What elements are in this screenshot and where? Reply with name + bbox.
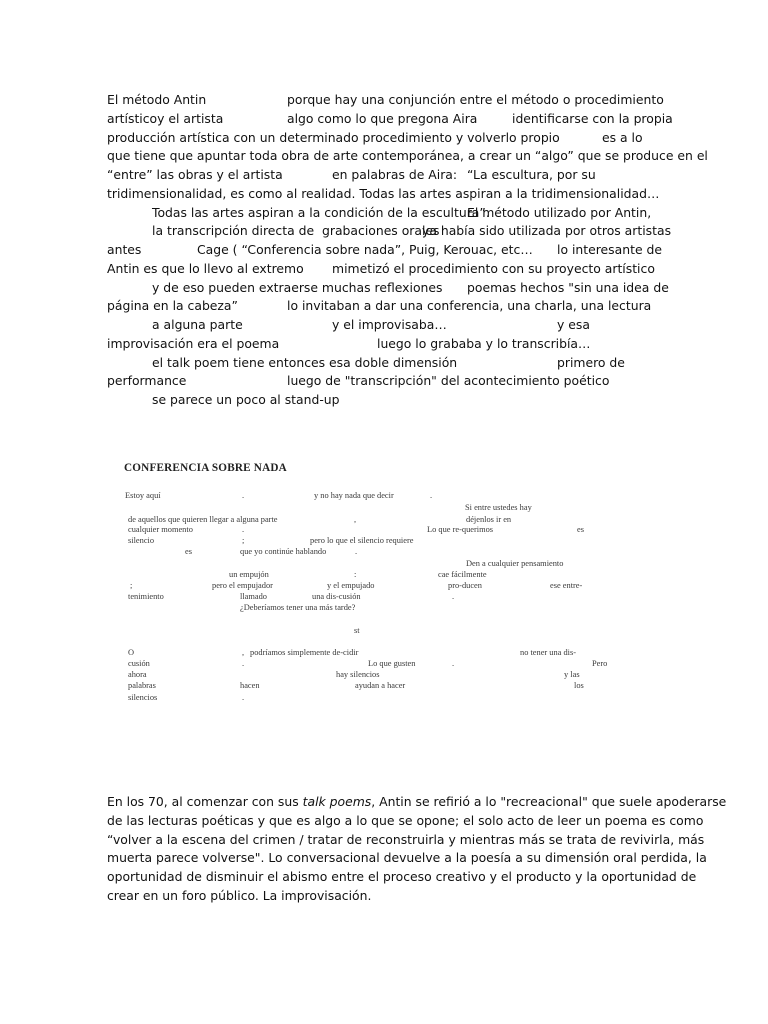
excerpt-fragment: . bbox=[242, 525, 245, 534]
text-line bbox=[107, 372, 662, 391]
text-fragment: se parece un poco al stand-up bbox=[152, 392, 340, 407]
text-fragment: antes bbox=[107, 242, 142, 257]
excerpt-fragment: pro-ducen bbox=[448, 581, 482, 590]
text-fragment: el talk poem tiene entonces esa doble dimensión bbox=[152, 354, 458, 370]
text-fragment: “La escultura, por su bbox=[467, 167, 596, 182]
text-fragment: poemas hechos "sin una idea de bbox=[467, 279, 669, 295]
italic-term: talk poems bbox=[302, 794, 372, 809]
text-fragment: luego lo grababa y lo transcribía… bbox=[377, 335, 591, 351]
text-line bbox=[107, 279, 669, 298]
excerpt-row bbox=[122, 670, 602, 681]
excerpt-fragment: y el empujado bbox=[327, 581, 375, 590]
excerpt-fragment: Den a cualquier pensamiento bbox=[466, 559, 564, 568]
text-fragment: El método utilizado por Antin, bbox=[467, 204, 652, 220]
text-fragment: Todas las artes aspiran a la condición de la escultura”. bbox=[152, 204, 490, 220]
text-line: “volver a la escena del crimen / tratar de reconstruirla y mientras más se trata de revivirla, más bbox=[107, 831, 705, 847]
text-line bbox=[107, 91, 662, 110]
text-fragment: artísticoy el artista bbox=[107, 110, 224, 126]
text-line bbox=[107, 129, 662, 148]
excerpt-fragment: silencios bbox=[128, 693, 158, 702]
text-fragment: y el improvisaba… bbox=[332, 317, 447, 332]
excerpt-row bbox=[122, 525, 602, 536]
excerpt-row bbox=[122, 626, 602, 637]
excerpt-fragment: ; bbox=[242, 536, 245, 545]
excerpt-fragment: pero lo que el silencio requiere bbox=[310, 536, 414, 545]
text-fragment: “entre” las obras y el artista bbox=[107, 167, 283, 182]
text-fragment: Cage ( “Conferencia sobre nada”, Puig, Kerouac, etc… bbox=[197, 242, 533, 257]
text-line bbox=[107, 185, 662, 204]
excerpt-fragment: llamado bbox=[240, 592, 267, 601]
excerpt-fragment: podríamos simplemente de-cidir bbox=[250, 648, 359, 657]
excerpt-fragment: , bbox=[242, 648, 245, 657]
excerpt-fragment: Si entre ustedes hay bbox=[465, 503, 532, 512]
excerpt-fragment: palabras bbox=[128, 681, 156, 690]
excerpt-row bbox=[122, 681, 602, 692]
excerpt-fragment: cae fácilmente bbox=[438, 570, 487, 579]
text-fragment: lo invitaban a dar una conferencia, una charla, una lectura bbox=[287, 298, 652, 314]
excerpt-fragment: y las bbox=[564, 670, 580, 679]
excerpt-row bbox=[122, 659, 608, 670]
excerpt-fragment: Estoy aquí bbox=[125, 491, 161, 500]
excerpt-title: CONFERENCIA SOBRE NADA bbox=[124, 462, 287, 474]
text-line bbox=[107, 110, 673, 129]
excerpt-row bbox=[122, 570, 602, 581]
excerpt-fragment: . bbox=[242, 491, 245, 500]
text-fragment: Antin es que lo llevo al extremo bbox=[107, 260, 304, 276]
text-line bbox=[107, 316, 662, 335]
text-fragment: porque hay una conjunción entre el método o procedimiento bbox=[287, 92, 664, 107]
excerpt-fragment: un empujón bbox=[229, 570, 269, 579]
text-line bbox=[107, 166, 662, 185]
text-line bbox=[107, 241, 662, 260]
excerpt-fragment: O bbox=[128, 648, 135, 657]
text-fragment: y de eso pueden extraerse muchas reflexiones bbox=[152, 279, 443, 295]
excerpt-fragment: hay silencios bbox=[336, 670, 380, 679]
excerpt-fragment: , bbox=[354, 515, 357, 524]
excerpt-fragment: cualquier momento bbox=[128, 525, 193, 534]
excerpt-fragment: st bbox=[354, 626, 360, 635]
excerpt-row bbox=[122, 536, 602, 547]
text-fragment: a alguna parte bbox=[152, 317, 243, 332]
excerpt-row bbox=[122, 547, 602, 558]
excerpt-fragment: es bbox=[577, 525, 584, 534]
text-fragment: lo interesante de bbox=[557, 242, 662, 257]
excerpt-fragment: . bbox=[242, 693, 245, 702]
excerpt-row bbox=[122, 603, 602, 614]
excerpt-row bbox=[122, 491, 602, 502]
excerpt-fragment: ahora bbox=[128, 670, 147, 679]
text-fragment: algo como lo que pregona Aira bbox=[287, 110, 478, 126]
text-line bbox=[107, 391, 662, 410]
excerpt-row bbox=[122, 693, 602, 704]
text-line bbox=[107, 793, 727, 812]
excerpt-fragment: ¿Deberíamos tener una más tarde? bbox=[240, 603, 356, 612]
text-fragment: página en la cabeza” bbox=[107, 298, 238, 314]
text-line bbox=[107, 222, 672, 241]
text-fragment: luego de "transcripción" del acontecimiento poético bbox=[287, 373, 610, 389]
excerpt-fragment: déjenlos ir en bbox=[466, 515, 512, 524]
text-fragment: mimetizó el procedimiento con su proyecto artístico bbox=[332, 260, 655, 276]
excerpt-fragment: . bbox=[242, 659, 245, 668]
excerpt-row bbox=[122, 581, 602, 592]
text-fragment: tridimensionalidad, es como al realidad. Todas las artes aspiran a la tridimensionalidad… bbox=[107, 185, 660, 201]
excerpt-fragment: cusión bbox=[128, 659, 150, 668]
text-fragment: improvisación era el poema bbox=[107, 335, 280, 351]
text-fragment: En los 70, al comenzar con sus bbox=[107, 794, 303, 809]
text-line bbox=[107, 204, 662, 223]
excerpt-fragment: silencio bbox=[128, 536, 155, 545]
text-fragment: la transcripción directa de grabaciones orales bbox=[152, 223, 440, 239]
text-fragment: producción artística con un determinado procedimiento y volverlo propio bbox=[107, 129, 560, 145]
text-line bbox=[107, 297, 662, 316]
text-fragment: ya había sido utilizada por otros artistas bbox=[422, 223, 672, 239]
excerpt-fragment: Lo que re-querimos bbox=[427, 525, 494, 534]
excerpt-fragment: . bbox=[355, 547, 358, 556]
section1-paragraph bbox=[107, 91, 708, 410]
text-fragment: que tiene que apuntar toda obra de arte contemporánea, a crear un “algo” que se produce en el bbox=[107, 148, 708, 164]
excerpt-fragment: Pero bbox=[592, 659, 608, 668]
excerpt-fragment: es bbox=[185, 547, 192, 556]
text-fragment: performance bbox=[107, 373, 187, 389]
excerpt-fragment: y no hay nada que decir bbox=[314, 491, 394, 500]
excerpt-fragment: pero el empujador bbox=[212, 581, 273, 590]
text-fragment: , Antin se refirió a lo "recreacional" que suele apoderarse bbox=[371, 794, 727, 809]
excerpt-fragment: que yo continúe hablando bbox=[240, 547, 327, 556]
excerpt-fragment: ese entre- bbox=[550, 581, 583, 590]
text-line bbox=[107, 147, 708, 166]
text-fragment: primero de bbox=[557, 354, 625, 370]
text-line bbox=[107, 354, 662, 373]
excerpt-fragment: . bbox=[452, 659, 455, 668]
excerpt-fragment: ayudan a hacer bbox=[355, 681, 406, 690]
excerpt-fragment: hacen bbox=[240, 681, 260, 690]
excerpt-fragment: una dis-cusión bbox=[312, 592, 361, 601]
excerpt-fragment: los bbox=[574, 681, 584, 690]
excerpt-fragment: tenimiento bbox=[128, 592, 164, 601]
excerpt-fragment: no tener una dis- bbox=[520, 648, 577, 657]
excerpt-fragment: . bbox=[430, 491, 433, 500]
text-line: oportunidad de disminuir el abismo entre el proceso creativo y el producto y la oportunidad de bbox=[107, 869, 697, 884]
excerpt-fragment: Lo que gusten bbox=[368, 659, 416, 668]
text-line: muerta parece volverse". Lo conversacional devuelve a la poesía a su dimensión oral perdida, la bbox=[107, 850, 707, 866]
text-fragment: es a lo bbox=[602, 129, 643, 145]
excerpt-fragment: . bbox=[452, 592, 455, 601]
excerpt-fragment: de aquellos que quieren llegar a alguna parte bbox=[128, 515, 278, 524]
text-fragment: identificarse con la propia bbox=[512, 110, 673, 126]
text-fragment: El método Antin bbox=[107, 92, 207, 107]
text-line: de las lecturas poéticas y que es algo a lo que se opone; el solo acto de leer un poema es como bbox=[107, 812, 704, 828]
text-fragment: y esa bbox=[557, 317, 590, 332]
excerpt-row bbox=[122, 648, 602, 659]
excerpt-fragment: : bbox=[354, 570, 357, 579]
text-line bbox=[107, 260, 662, 279]
excerpt-row bbox=[122, 592, 602, 603]
excerpt-row bbox=[122, 503, 602, 514]
section2-paragraph bbox=[107, 793, 727, 906]
excerpt-fragment: ; bbox=[130, 581, 133, 590]
excerpt-row bbox=[122, 559, 602, 570]
text-line: crear en un foro público. La improvisación. bbox=[107, 887, 372, 903]
scanned-excerpt-image bbox=[122, 458, 608, 708]
text-line bbox=[107, 335, 662, 354]
text-fragment: en palabras de Aira: bbox=[332, 167, 458, 182]
